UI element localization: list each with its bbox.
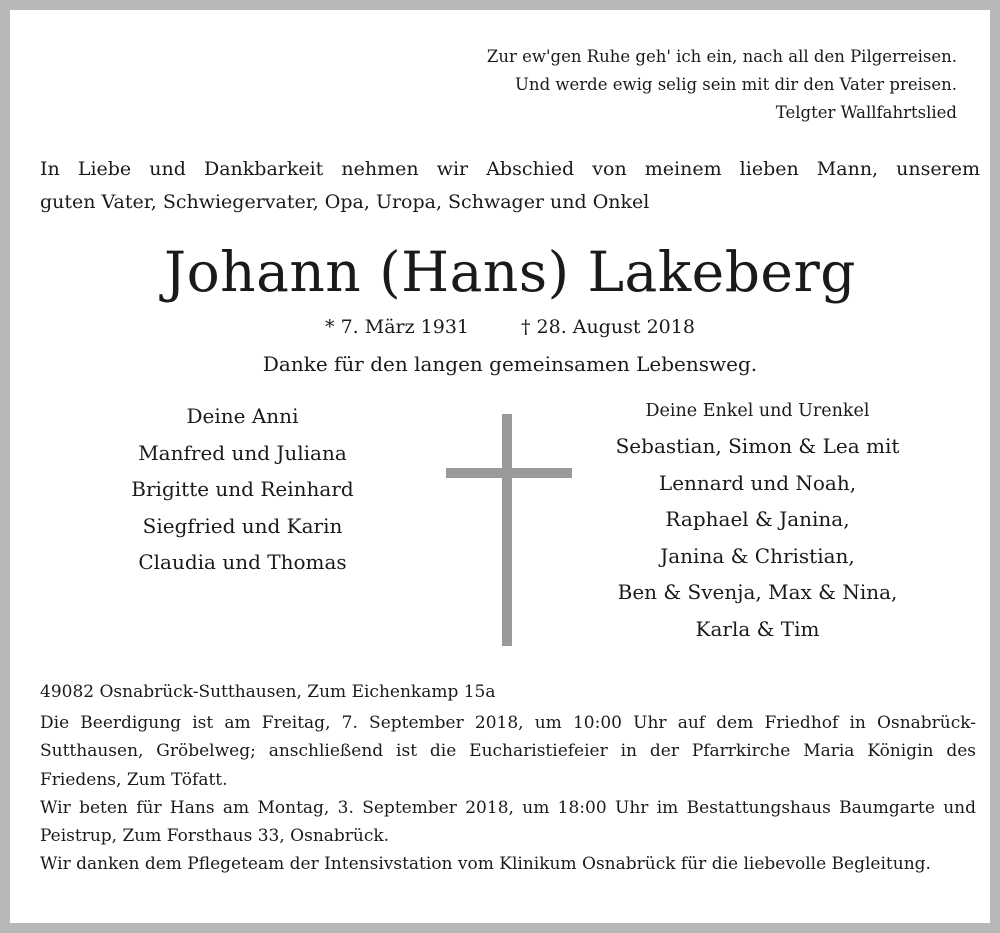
family-member: Manfred und Juliana	[138, 440, 347, 465]
family-list-left	[70, 398, 415, 581]
grandchildren-line: Ben & Svenja, Max & Nina,	[617, 580, 898, 604]
family-member: Siegfried und Karin	[142, 513, 343, 538]
motto-line-2: Und werde ewig selig sein mit dir den Vater preisen.	[515, 75, 957, 94]
cross-icon-vertical	[502, 414, 512, 646]
funeral-paragraph: Die Beerdigung ist am Freitag, 7. September 2018, um 10:00 Uhr auf dem Friedhof in Osnabrück-Sutthausen, Gröbelweg; anschließend ist die Eucharistiefeier in der Pfarrkirche Maria Königin des Friedens, Zum Töfatt.	[40, 713, 976, 790]
motto-line-1: Zur ew'gen Ruhe geh' ich ein, nach all den Pilgerreisen.	[486, 47, 957, 66]
family-member: Claudia und Thomas	[138, 550, 347, 574]
motto-source: Telgter Wallfahrtslied	[775, 103, 957, 122]
family-list-right	[570, 395, 945, 647]
care-thanks-paragraph: Wir danken dem Pflegeteam der Intensivstation vom Klinikum Osnabrück für die liebevolle Begleitung.	[40, 854, 931, 875]
intro-line-1: In Liebe und Dankbarkeit nehmen wir Abschied von meinem lieben Mann, unserem	[40, 158, 980, 180]
cross-icon-horizontal	[446, 468, 572, 478]
grandchildren-line: Karla & Tim	[695, 616, 820, 641]
family-member: Deine Anni	[186, 404, 299, 428]
grandchildren-line: Lennard und Noah,	[658, 470, 857, 495]
thanks-line: Danke für den langen gemeinsamen Lebensweg.	[262, 352, 758, 376]
death-date: † 28. August 2018	[521, 316, 695, 338]
funeral-details	[40, 678, 976, 878]
grandchildren-line: Janina & Christian,	[660, 543, 855, 568]
motto-verse	[257, 43, 957, 127]
grandchildren-line: Raphael & Janina,	[665, 507, 850, 531]
deceased-name: Johann (Hans) Lakeberg	[164, 240, 856, 304]
birth-date: * 7. März 1931	[325, 316, 470, 338]
address-line: 49082 Osnabrück-Sutthausen, Zum Eichenkamp 15a	[40, 682, 496, 702]
prayer-paragraph: Wir beten für Hans am Montag, 3. September 2018, um 18:00 Uhr im Bestattungshaus Baumgarte und Peistrup, Zum Forsthaus 33, Osnabrück.	[40, 797, 976, 847]
grandchildren-heading: Deine Enkel und Urenkel	[645, 401, 870, 421]
family-member: Brigitte und Reinhard	[131, 477, 354, 501]
grandchildren-line: Sebastian, Simon & Lea mit	[615, 434, 900, 458]
intro-text	[40, 153, 980, 219]
intro-line-2: guten Vater, Schwiegervater, Opa, Uropa, Schwager und Onkel	[40, 191, 650, 213]
life-dates	[10, 312, 1000, 342]
